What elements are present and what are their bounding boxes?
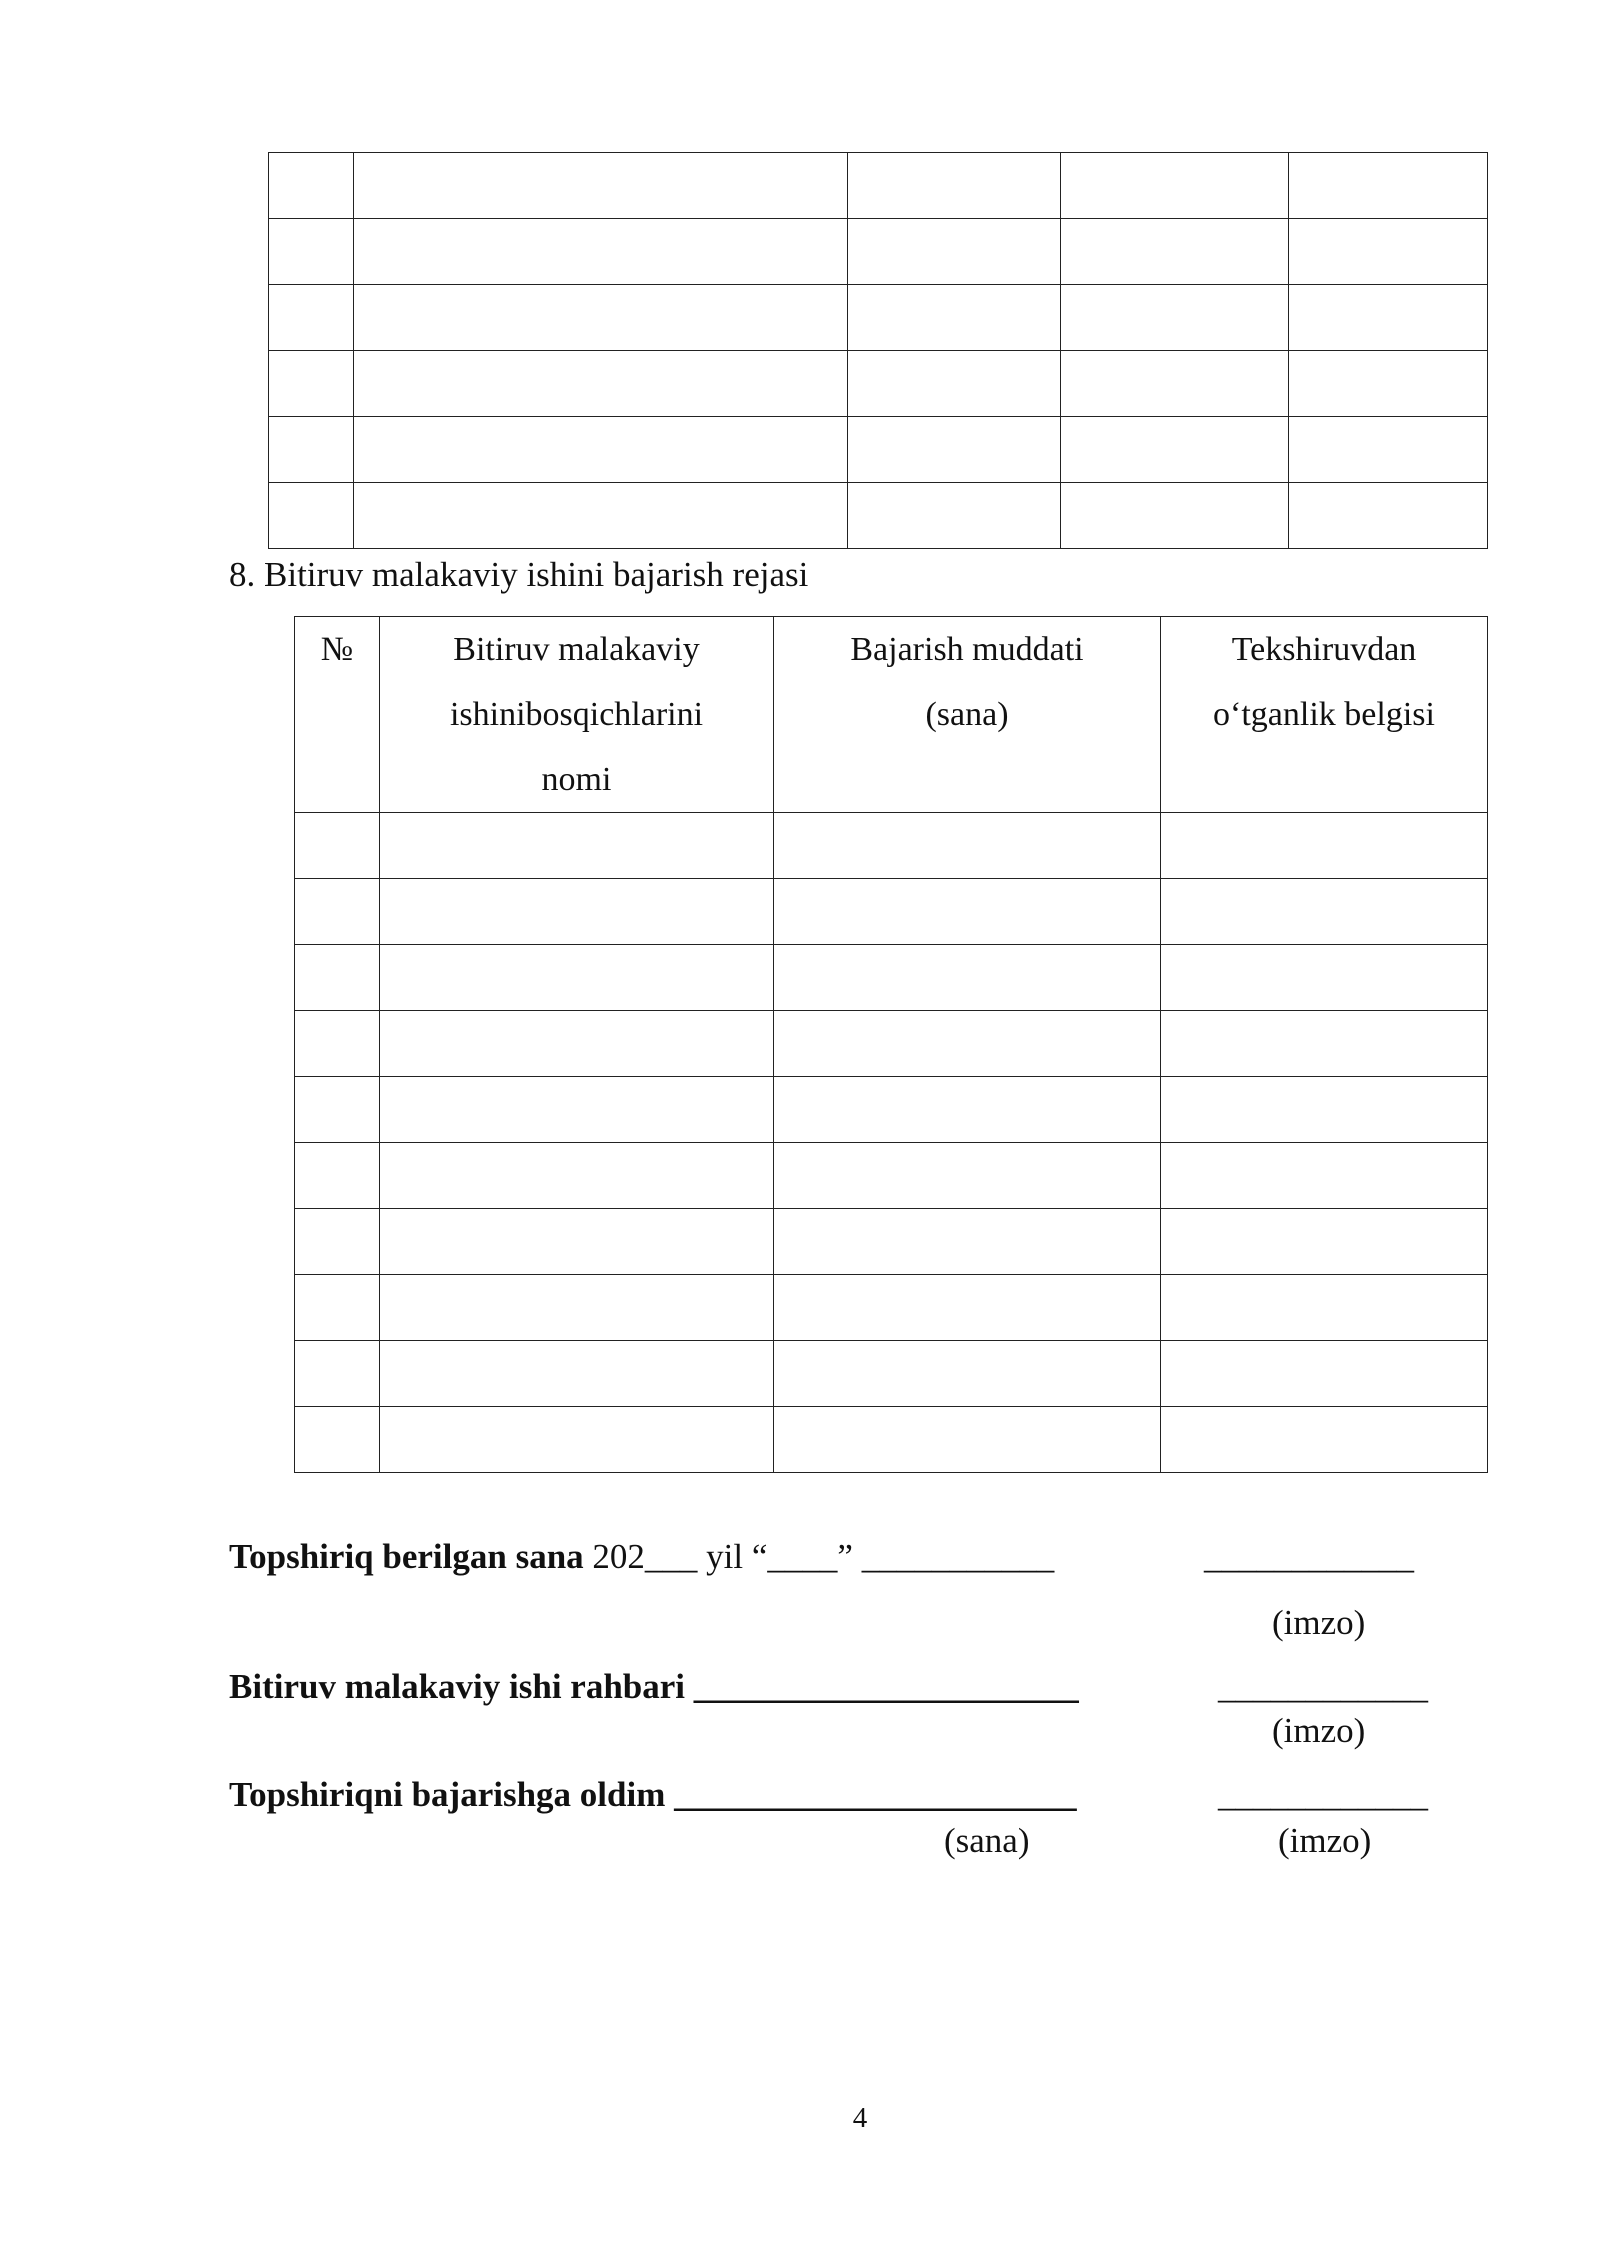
table-cell[interactable]: [1289, 351, 1488, 417]
table-cell[interactable]: [269, 219, 354, 285]
table-cell[interactable]: [848, 483, 1061, 549]
table-cell[interactable]: [1161, 1209, 1488, 1275]
table-cell[interactable]: [1061, 351, 1289, 417]
table-cell[interactable]: [354, 351, 848, 417]
table-cell[interactable]: [1289, 417, 1488, 483]
table-cell[interactable]: [354, 285, 848, 351]
table-cell[interactable]: [1289, 285, 1488, 351]
table-cell[interactable]: [848, 285, 1061, 351]
table-cell[interactable]: [295, 1077, 380, 1143]
table-cell[interactable]: [354, 153, 848, 219]
header-stage-name: [380, 617, 774, 813]
table-row: [269, 483, 1488, 549]
table-row: [295, 1011, 1488, 1077]
table-cell[interactable]: [380, 879, 774, 945]
top-empty-table: [268, 152, 1488, 549]
table-cell[interactable]: [269, 351, 354, 417]
accepted-date-field[interactable]: _______________________: [674, 1775, 1077, 1814]
table-cell[interactable]: [295, 1341, 380, 1407]
table-cell[interactable]: [380, 1209, 774, 1275]
assigned-date-label: Topshiriq berilgan sana: [229, 1537, 584, 1576]
table-cell[interactable]: [774, 1011, 1161, 1077]
table-row: [295, 1407, 1488, 1473]
table-cell[interactable]: [774, 1143, 1161, 1209]
table-row: [295, 1341, 1488, 1407]
assigned-signature-field[interactable]: ____________: [1204, 1537, 1414, 1576]
header-check-mark-text: Tekshiruvdan o‘tganlik belgisi: [1213, 631, 1435, 733]
table-cell[interactable]: [774, 879, 1161, 945]
table-cell[interactable]: [269, 153, 354, 219]
table-cell[interactable]: [1289, 483, 1488, 549]
assigned-date-field[interactable]: 202___ yil “____” ___________: [592, 1537, 1055, 1576]
table-header-row: [295, 617, 1488, 813]
table-cell[interactable]: [1061, 153, 1289, 219]
page-number: 4: [852, 2102, 868, 2134]
assigned-date-line: [229, 1532, 1054, 1582]
supervisor-line: [229, 1662, 1079, 1712]
table-cell[interactable]: [1061, 219, 1289, 285]
table-cell[interactable]: [774, 1209, 1161, 1275]
table-cell[interactable]: [848, 153, 1061, 219]
table-cell[interactable]: [1161, 1407, 1488, 1473]
table-cell[interactable]: [269, 417, 354, 483]
accepted-signature-caption: (imzo): [1278, 1821, 1372, 1860]
table-cell[interactable]: [380, 1011, 774, 1077]
accepted-line: [229, 1770, 1077, 1820]
table-cell[interactable]: [1289, 153, 1488, 219]
supervisor-name-field[interactable]: ______________________: [693, 1667, 1079, 1706]
table-row: [295, 1275, 1488, 1341]
table-cell[interactable]: [295, 945, 380, 1011]
table-cell[interactable]: [1161, 879, 1488, 945]
table-row: [295, 813, 1488, 879]
table-cell[interactable]: [1161, 813, 1488, 879]
table-cell[interactable]: [848, 351, 1061, 417]
table-cell[interactable]: [1161, 945, 1488, 1011]
table-cell[interactable]: [380, 1275, 774, 1341]
table-cell[interactable]: [295, 1275, 380, 1341]
table-cell[interactable]: [295, 879, 380, 945]
table-cell[interactable]: [380, 945, 774, 1011]
table-row: [295, 945, 1488, 1011]
table-cell[interactable]: [354, 219, 848, 285]
table-row: [269, 153, 1488, 219]
table-cell[interactable]: [1161, 1275, 1488, 1341]
table-cell[interactable]: [1161, 1341, 1488, 1407]
table-cell[interactable]: [354, 417, 848, 483]
table-cell[interactable]: [295, 1011, 380, 1077]
table-cell[interactable]: [295, 813, 380, 879]
header-check-mark: [1161, 617, 1488, 813]
table-cell[interactable]: [269, 285, 354, 351]
table-cell[interactable]: [774, 1077, 1161, 1143]
table-cell[interactable]: [380, 1077, 774, 1143]
accepted-date-caption: (sana): [944, 1821, 1030, 1860]
table-cell[interactable]: [354, 483, 848, 549]
table-cell[interactable]: [848, 417, 1061, 483]
table-cell[interactable]: [295, 1209, 380, 1275]
plan-table: [294, 616, 1488, 1473]
table-row: [295, 879, 1488, 945]
header-deadline: [774, 617, 1161, 813]
table-row: [269, 285, 1488, 351]
table-cell[interactable]: [774, 1407, 1161, 1473]
table-row: [295, 1143, 1488, 1209]
table-cell[interactable]: [1061, 483, 1289, 549]
table-cell[interactable]: [380, 1341, 774, 1407]
table-cell[interactable]: [1061, 417, 1289, 483]
header-deadline-text: Bajarish muddati (sana): [850, 631, 1084, 733]
accepted-label: Topshiriqni bajarishga oldim: [229, 1775, 666, 1814]
table-cell[interactable]: [1289, 219, 1488, 285]
table-row: [269, 219, 1488, 285]
table-cell[interactable]: [269, 483, 354, 549]
table-cell[interactable]: [1161, 1143, 1488, 1209]
accepted-signature-field[interactable]: ____________: [1218, 1775, 1428, 1814]
table-cell[interactable]: [380, 1143, 774, 1209]
table-cell[interactable]: [295, 1143, 380, 1209]
table-row: [295, 1077, 1488, 1143]
table-cell[interactable]: [1061, 285, 1289, 351]
table-cell[interactable]: [380, 813, 774, 879]
table-cell[interactable]: [295, 1407, 380, 1473]
section-title: 8. Bitiruv malakaviy ishini bajarish rejasi: [229, 555, 809, 594]
table-cell[interactable]: [774, 1341, 1161, 1407]
table-cell[interactable]: [380, 1407, 774, 1473]
table-cell[interactable]: [774, 945, 1161, 1011]
supervisor-label: Bitiruv malakaviy ishi rahbari: [229, 1667, 686, 1706]
table-cell[interactable]: [774, 1275, 1161, 1341]
supervisor-signature-caption: (imzo): [1272, 1711, 1366, 1750]
table-cell[interactable]: [774, 813, 1161, 879]
table-row: [295, 1209, 1488, 1275]
table-cell[interactable]: [848, 219, 1061, 285]
header-number: №: [295, 617, 380, 813]
table-cell[interactable]: [1161, 1077, 1488, 1143]
table-row: [269, 351, 1488, 417]
header-stage-name-text: Bitiruv malakaviy ishinibosqichlarini nomi: [449, 631, 704, 798]
assigned-signature-caption: (imzo): [1272, 1603, 1366, 1642]
table-cell[interactable]: [1161, 1011, 1488, 1077]
table-row: [269, 417, 1488, 483]
supervisor-signature-field[interactable]: ____________: [1218, 1667, 1428, 1706]
